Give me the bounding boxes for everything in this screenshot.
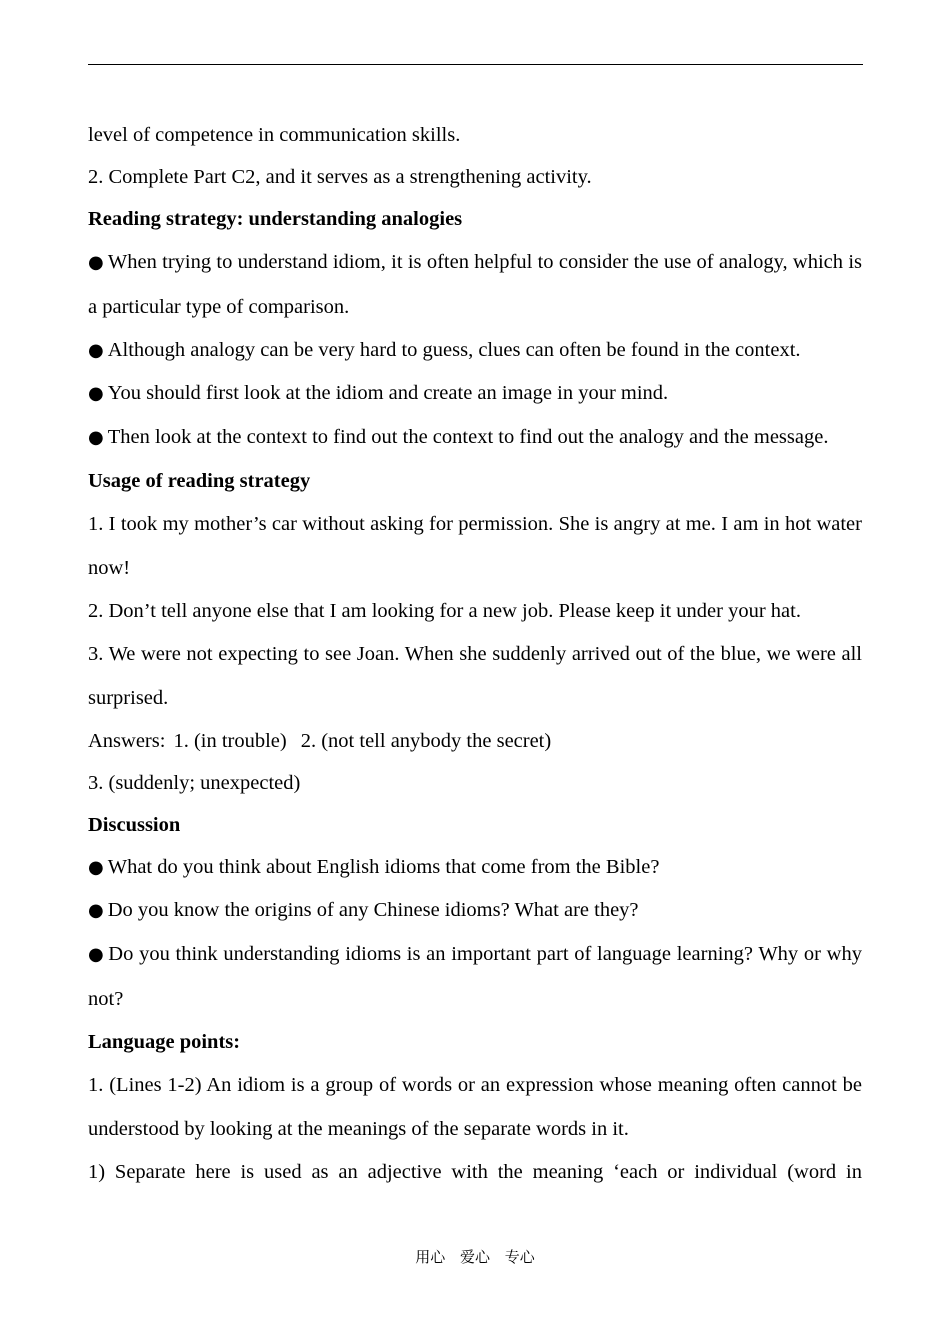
heading-reading-strategy: Reading strategy: understanding analogies: [88, 208, 463, 230]
bullet-text: Then look at the context to find out the context to find out the analogy and the message.: [107, 426, 829, 448]
discussion-text: Do you know the origins of any Chinese idioms? What are they?: [107, 899, 639, 921]
bullet-icon: ●: [88, 857, 104, 878]
document-body: [88, 114, 862, 1193]
heading-usage: Usage of reading strategy: [88, 470, 311, 492]
usage-example-3: 3. We were not expecting to see Joan. When she suddenly arrived out of the blue, we were all surprised.: [88, 643, 862, 709]
bullet-text: You should first look at the idiom and create an image in your mind.: [107, 382, 669, 404]
bullet-icon: ●: [88, 427, 104, 448]
bullet-item: [88, 240, 862, 329]
bullet-item: [88, 415, 862, 460]
paragraph-competence: level of competence in communication skills.: [88, 124, 461, 146]
usage-example-2: 2. Don’t tell anyone else that I am looking for a new job. Please keep it under your hat.: [88, 600, 801, 622]
heading-language-points: Language points:: [88, 1031, 241, 1053]
bullet-icon: ●: [88, 944, 105, 965]
discussion-text: Do you think understanding idioms is an important part of language learning? Why or why not?: [88, 943, 862, 1010]
discussion-item: [88, 846, 862, 889]
bullet-icon: ●: [88, 252, 104, 273]
answer-3: 3. (suddenly; unexpected): [88, 772, 301, 794]
bullet-item: [88, 329, 862, 372]
paragraph-complete-part-c2: 2. Complete Part C2, and it serves as a strengthening activity.: [88, 166, 592, 188]
discussion-item: [88, 932, 862, 1021]
answers-line: [88, 720, 862, 762]
discussion-text: What do you think about English idioms that come from the Bible?: [107, 856, 660, 878]
bullet-text: Although analogy can be very hard to guess, clues can often be found in the context.: [107, 339, 801, 361]
answer-1: 1. (in trouble): [173, 730, 287, 752]
usage-example-1: 1. I took my mother’s car without asking for permission. She is angry at me. I am in hot water now!: [88, 513, 862, 579]
page-footer: 用心 爱心 专心: [415, 1248, 535, 1266]
language-point-1-note: 1) Separate here is used as an adjective with the meaning ‘each or individual (word in: [88, 1161, 862, 1183]
bullet-icon: ●: [88, 383, 104, 404]
bullet-icon: ●: [88, 340, 104, 361]
heading-discussion: Discussion: [88, 814, 181, 836]
bullet-item: [88, 372, 862, 415]
discussion-item: [88, 889, 862, 932]
answer-2: 2. (not tell anybody the secret): [300, 730, 552, 752]
bullet-text: When trying to understand idiom, it is often helpful to consider the use of analogy, which is a particular type of comparison.: [88, 251, 862, 318]
header-rule: [88, 64, 863, 65]
answers-label: Answers:: [88, 730, 166, 752]
language-point-1: 1. (Lines 1-2) An idiom is a group of words or an expression whose meaning often cannot be understood by looking at the meanings of the separate words in it.: [88, 1074, 862, 1140]
bullet-icon: ●: [88, 900, 104, 921]
